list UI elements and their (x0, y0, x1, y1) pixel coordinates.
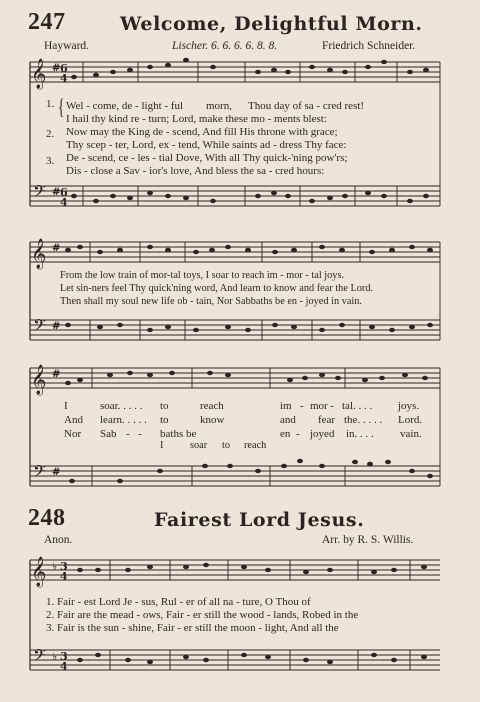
verse-number: 2. (46, 128, 55, 140)
staff-247-1-bass (30, 186, 440, 206)
lyric-line: Thou day of sa - cred rest! (248, 100, 365, 112)
hymn-author: Anon. (44, 534, 73, 546)
svg-text:#: # (52, 369, 61, 380)
lyric-word: joyed (310, 428, 335, 440)
lyric-word: soar (190, 440, 208, 451)
svg-text:𝄢: 𝄢 (33, 461, 46, 485)
lyric-word: Nor (64, 428, 82, 440)
lyric-word: reach (244, 440, 267, 451)
svg-text:#: # (52, 187, 61, 198)
brace-icon: { (58, 94, 65, 119)
hymn-meter: Lischer. 6. 6. 6. 6. 8. 8. (172, 40, 278, 52)
lyric-line: Let sin-ners feel Thy quick'ning word, And learn to know and fear the Lord. (60, 283, 374, 294)
hymn-arranger: Arr. by R. S. Willis. (322, 534, 414, 546)
lyric-word: Lord. (398, 414, 423, 426)
treble-clef-icon: 𝄞 (31, 59, 47, 89)
staff-247-3-treble (30, 368, 440, 388)
lyric-line: morn, (206, 100, 232, 112)
staff-248-treble (30, 560, 440, 580)
svg-text:3: 3 (60, 560, 68, 573)
lyric-word: - (296, 428, 300, 440)
lyric-word: reach (200, 400, 224, 412)
lyric-word: mor (310, 400, 328, 412)
lyric-word: soar. . . . . (100, 400, 143, 412)
staff-248-bass (30, 650, 440, 670)
verse-number: 1. (46, 98, 55, 110)
lyric-word: - (300, 400, 304, 412)
svg-text:4: 4 (60, 660, 68, 673)
svg-text:6: 6 (60, 186, 68, 199)
hymn-title: Fairest Lord Jesus. (154, 509, 365, 531)
lyric-line: De - scend, ce - les - tial Dove, With all Thy quick-'ning pow'rs; (66, 152, 348, 164)
lyric-line: Dis - close a Sav - ior's love, And bless the sa - cred hours: (66, 165, 325, 177)
lyric-word: And (64, 414, 83, 426)
lyric-line: From the low train of mor-tal toys, I soar to reach im - mor - tal joys. (60, 270, 345, 281)
svg-text:#: # (52, 467, 61, 478)
svg-text:𝄢: 𝄢 (33, 315, 46, 339)
lyric-line: Now may the King de - scend, And fill His throne with grace; (66, 126, 338, 138)
lyric-word: learn. . . . . (100, 414, 147, 426)
svg-text:3: 3 (60, 650, 68, 663)
lyric-word: vain. (400, 428, 422, 440)
svg-text:♭: ♭ (52, 560, 58, 573)
svg-text:4: 4 (60, 196, 68, 209)
lyric-word: - (138, 428, 142, 440)
verse-number: 3. (46, 155, 55, 167)
lyric-word: tal. . . . (342, 400, 373, 412)
bass-clef-icon: 𝄢 (33, 181, 46, 205)
svg-text:#: # (52, 243, 61, 254)
lyric-line: 1. Fair - est Lord Je - sus, Rul - er of all na - ture, O Thou of (46, 596, 311, 608)
lyric-word: Sab (100, 428, 117, 440)
svg-text:4: 4 (60, 72, 68, 85)
staff-247-2-bass (30, 320, 440, 340)
svg-text:4: 4 (60, 570, 68, 583)
lyric-word: I (160, 440, 164, 451)
lyric-word: - (126, 428, 130, 440)
svg-text:6: 6 (60, 62, 68, 75)
lyric-word: know (200, 414, 225, 426)
lyric-word: I (64, 400, 68, 412)
lyric-word: in. . . . (346, 428, 374, 440)
lyric-word: to (222, 440, 231, 451)
lyric-word: and (280, 414, 296, 426)
staff-247-2-treble (30, 242, 440, 262)
staff-247-3-bass (30, 466, 440, 486)
lyric-word: joys. (398, 400, 420, 412)
hymn-number: 247 (28, 9, 66, 35)
lyric-word: the. . . . . (344, 414, 383, 426)
lyric-line: 3. Fair is the sun - shine, Fair - er still the moon - light, And all the (46, 622, 339, 634)
lyric-word: fear (318, 414, 336, 426)
lyric-word: to (160, 400, 169, 412)
lyric-word: to (160, 414, 169, 426)
svg-text:𝄞: 𝄞 (31, 239, 47, 269)
svg-text:♭: ♭ (52, 650, 58, 663)
svg-text:𝄞: 𝄞 (31, 365, 47, 395)
lyric-line: 2. Fair are the mead - ows, Fair - er still the wood - lands, Robed in the (46, 609, 359, 621)
lyric-word: baths be (160, 428, 197, 440)
svg-text:𝄞: 𝄞 (31, 557, 47, 587)
svg-text:𝄢: 𝄢 (33, 645, 46, 669)
lyric-word: en (280, 428, 291, 440)
staff-247-1-treble (30, 62, 440, 82)
lyric-line: Then shall my soul new life ob - tain, Nor Sabbaths be en - joyed in vain. (60, 296, 362, 307)
lyric-line: Thy scep - ter, Lord, ex - tend, While saints ad - dress Thy face: (66, 139, 347, 151)
hymn-composer: Friedrich Schneider. (322, 40, 416, 52)
lyric-word: im (280, 400, 292, 412)
hymn-number: 248 (28, 505, 66, 531)
hymn-title: Welcome, Delightful Morn. (120, 13, 423, 35)
lyric-line: Wel - come, de - light - ful (66, 100, 184, 112)
lyric-word: - (330, 400, 334, 412)
lyric-line: I hail thy kind re - turn; Lord, make these mo - ments blest: (66, 113, 327, 125)
svg-text:#: # (52, 63, 61, 74)
svg-text:#: # (52, 321, 61, 332)
hymn-author: Hayward. (44, 40, 90, 52)
